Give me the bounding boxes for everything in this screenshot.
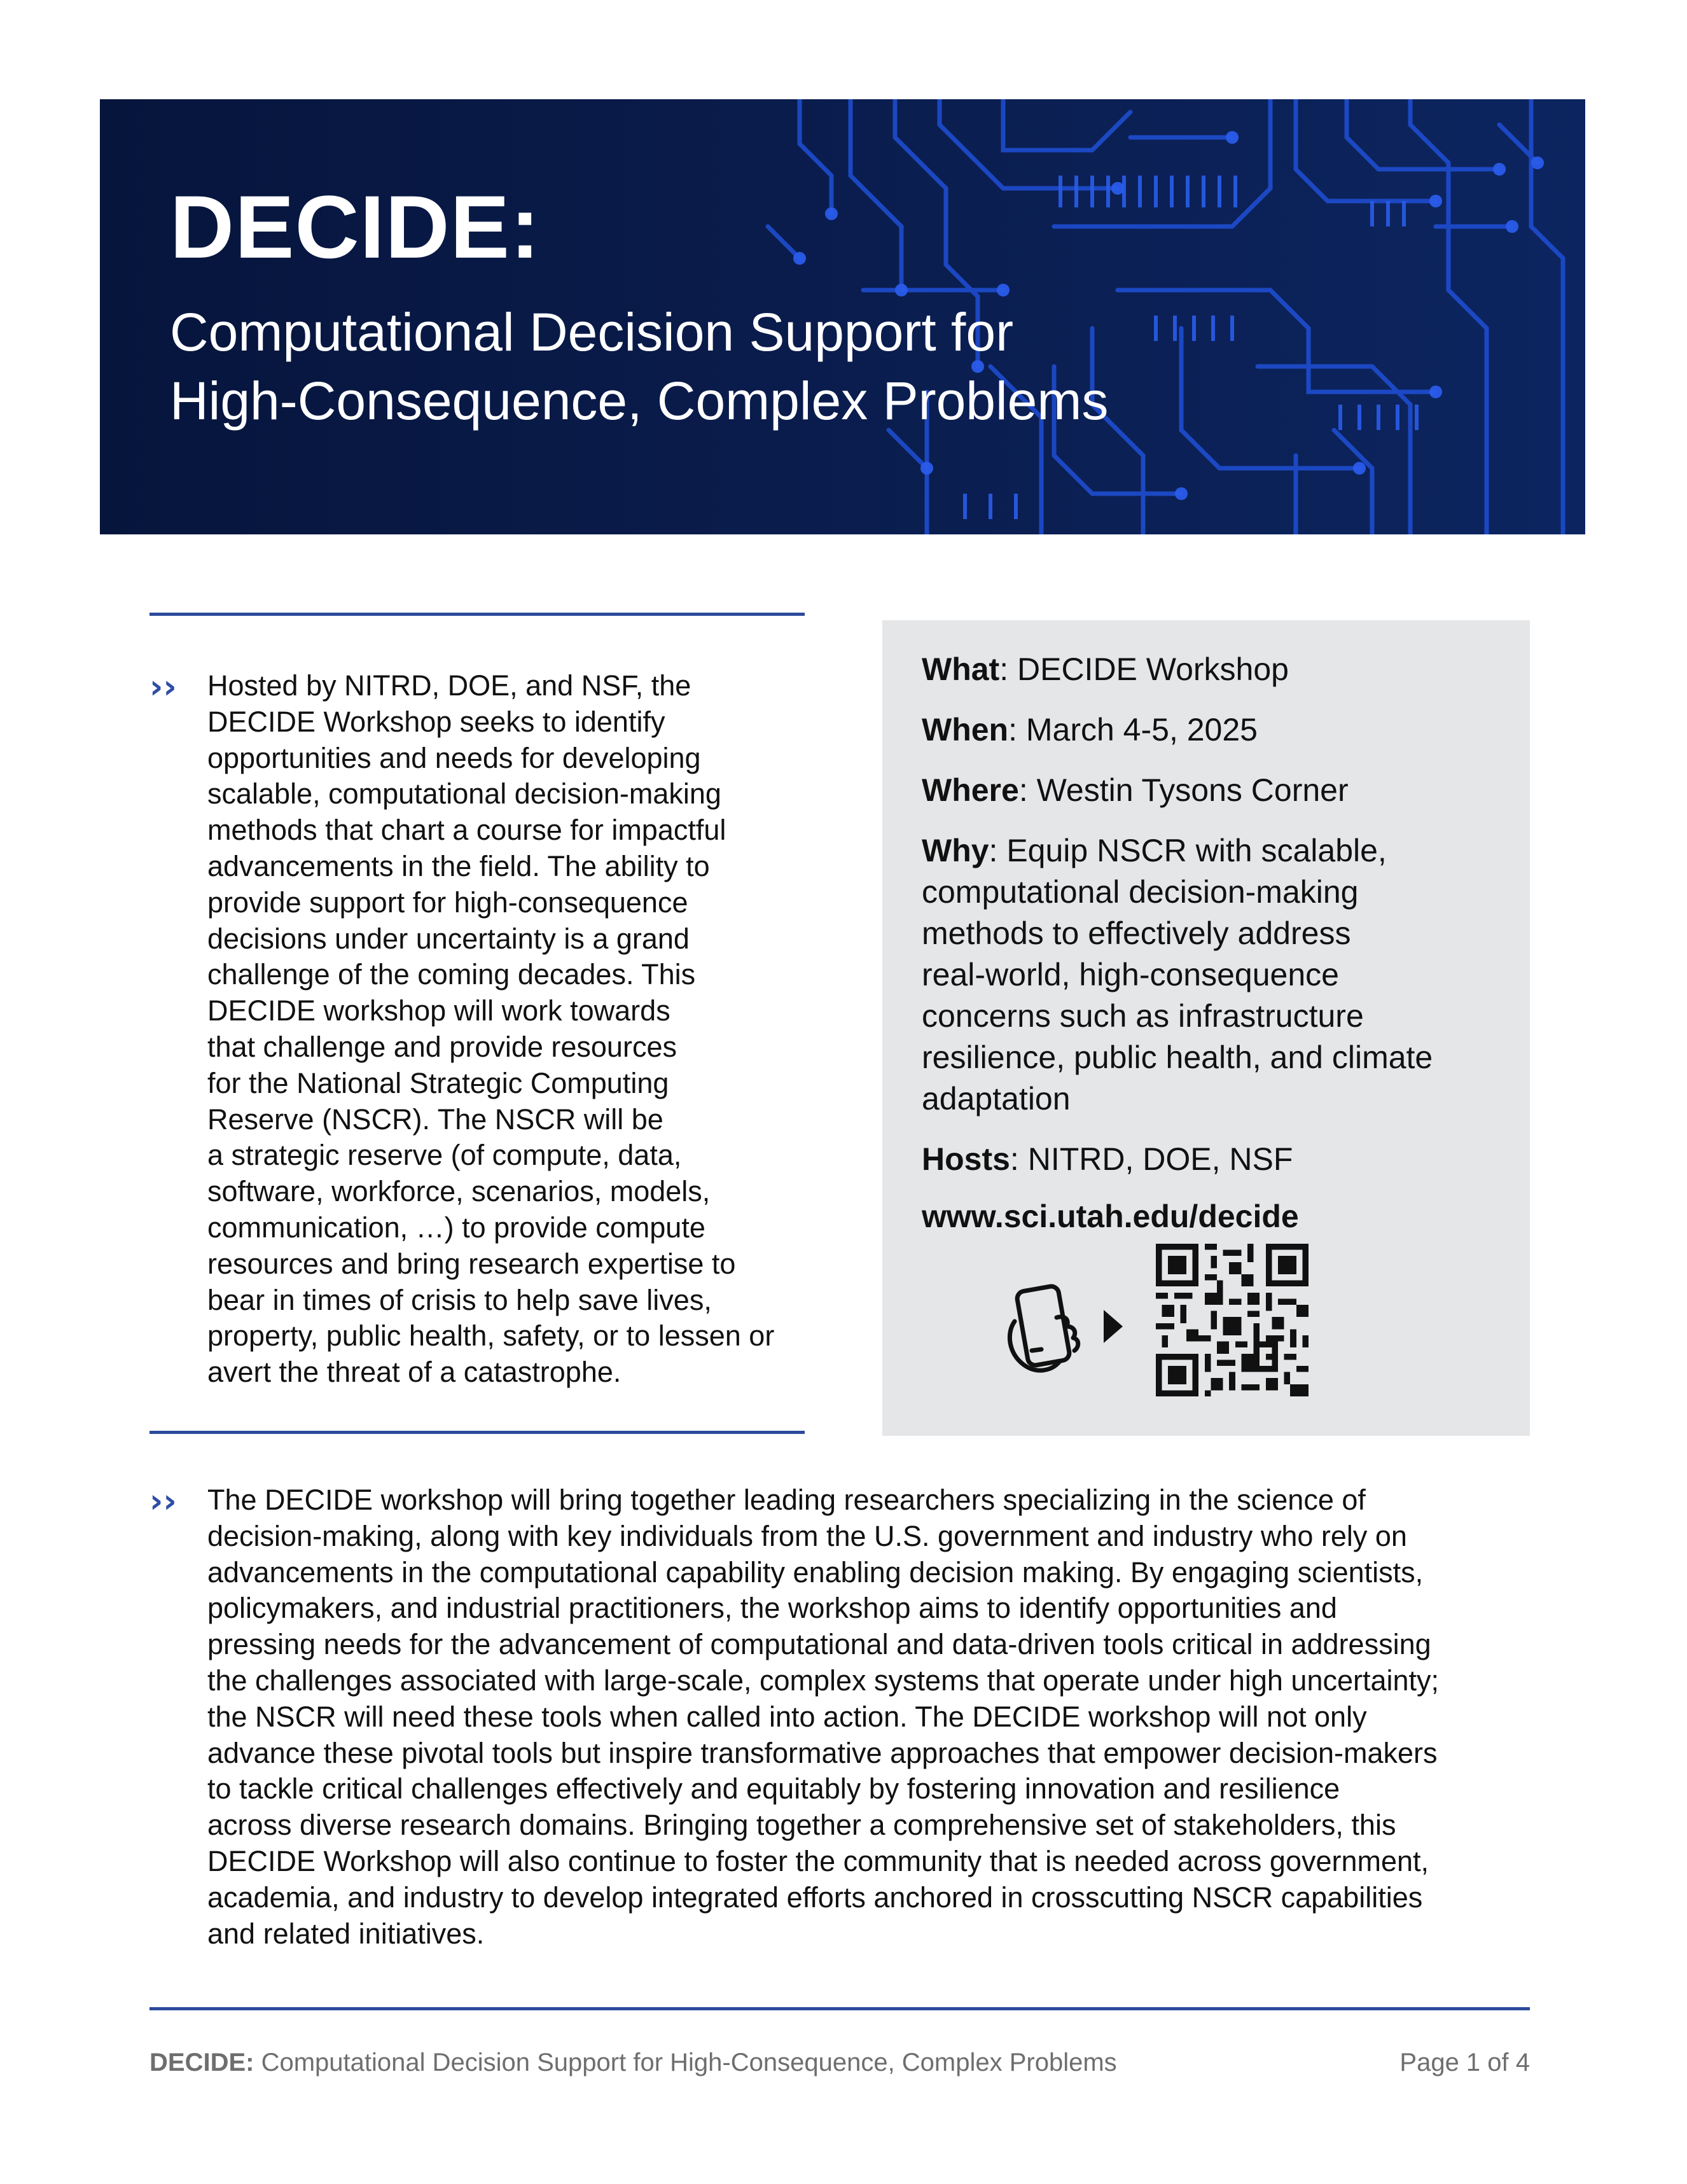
divider-bottom-left xyxy=(149,1431,805,1434)
info-where-value: : Westin Tysons Corner xyxy=(1018,772,1349,808)
intro-line: resources and bring research expertise to xyxy=(207,1247,736,1280)
intro-line: DECIDE Workshop seeks to identify xyxy=(207,705,665,738)
main-line: decision-making, along with key individuals from the U.S. government and industry who rely on xyxy=(207,1519,1407,1552)
info-what xyxy=(922,649,1513,690)
phone-icon xyxy=(1003,1282,1149,1377)
main-paragraph xyxy=(207,1482,1439,1952)
main-line: policymakers, and industrial practitioners, the workshop aims to identify opportunities and xyxy=(207,1592,1337,1625)
chevron-bullet-icon: ›› xyxy=(149,668,177,706)
intro-line: advancements in the field. The ability to xyxy=(207,849,710,882)
info-hosts-label: Hosts xyxy=(922,1141,1010,1177)
info-why-line: real-world, high-consequence xyxy=(922,957,1339,992)
main-line: the challenges associated with large-scale, complex systems that operate under high uncertainty; xyxy=(207,1664,1440,1697)
main-line: advance these pivotal tools but inspire transformative approaches that empower decision-makers xyxy=(207,1736,1438,1769)
intro-line: that challenge and provide resources xyxy=(207,1030,677,1063)
info-why-line: methods to effectively address xyxy=(922,915,1351,951)
intro-line: opportunities and needs for developing xyxy=(207,741,701,774)
banner-subtitle-line: Computational Decision Support for xyxy=(170,302,1014,362)
main-line: advancements in the computational capability enabling decision making. By engaging scientists, xyxy=(207,1555,1424,1589)
main-line: the NSCR will need these tools when called into action. The DECIDE workshop will not only xyxy=(207,1700,1367,1733)
intro-line: decisions under uncertainty is a grand xyxy=(207,922,690,955)
intro-line: provide support for high-consequence xyxy=(207,886,688,919)
info-why-label: Why xyxy=(922,833,989,868)
main-line: The DECIDE workshop will bring together leading researchers specializing in the science of xyxy=(207,1484,1366,1516)
banner-subtitle xyxy=(170,298,1108,435)
info-where xyxy=(922,770,1513,811)
info-why xyxy=(922,830,1513,1120)
main-line: pressing needs for the advancement of computational and data-driven tools critical in addressing xyxy=(207,1628,1431,1661)
chevron-bullet-icon: ›› xyxy=(149,1482,177,1520)
header-banner xyxy=(100,99,1585,534)
banner-subtitle-line: High-Consequence, Complex Problems xyxy=(170,371,1109,431)
intro-line: methods that chart a course for impactful xyxy=(207,814,726,847)
intro-line: communication, …) to provide compute xyxy=(207,1211,705,1244)
info-why-line: resilience, public health, and climate xyxy=(922,1040,1433,1075)
intro-line: scalable, computational decision-making xyxy=(207,777,721,810)
info-when xyxy=(922,709,1513,751)
info-what-value: : DECIDE Workshop xyxy=(999,651,1289,687)
intro-line: software, workforce, scenarios, models, xyxy=(207,1175,711,1208)
page-number: Page 1 of 4 xyxy=(1399,2048,1530,2076)
main-line: to tackle critical challenges effectively and equitably by fostering innovation and resilience xyxy=(207,1772,1340,1805)
info-hosts xyxy=(922,1139,1513,1180)
info-why-line: adaptation xyxy=(922,1081,1071,1116)
event-info-box xyxy=(882,620,1530,1436)
intro-line: property, public health, safety, or to lessen or xyxy=(207,1319,775,1353)
info-why-line: concerns such as infrastructure xyxy=(922,998,1364,1034)
intro-line: avert the threat of a catastrophe. xyxy=(207,1356,621,1389)
info-hosts-value: : NITRD, DOE, NSF xyxy=(1010,1141,1293,1177)
footer-title-bold: DECIDE: xyxy=(149,2048,254,2076)
intro-line: DECIDE workshop will work towards xyxy=(207,994,670,1027)
main-line: across diverse research domains. Bringing together a comprehensive set of stakeholders, this xyxy=(207,1809,1396,1842)
intro-line: for the National Strategic Computing xyxy=(207,1066,669,1099)
intro-line: Reserve (NSCR). The NSCR will be xyxy=(207,1102,663,1136)
banner-title: DECIDE: xyxy=(170,177,541,277)
info-where-label: Where xyxy=(922,772,1019,808)
info-what-label: What xyxy=(922,651,1000,687)
intro-paragraph xyxy=(207,668,774,1391)
divider-top-left xyxy=(149,613,805,616)
footer-title xyxy=(149,2048,1117,2077)
footer-title-rest: Computational Decision Support for High-Consequence, Complex Problems xyxy=(254,2048,1117,2076)
info-why-line: : Equip NSCR with scalable, xyxy=(989,833,1387,868)
intro-line: bear in times of crisis to help save lives, xyxy=(207,1283,712,1316)
intro-line: challenge of the coming decades. This xyxy=(207,958,696,991)
workshop-url-link[interactable]: www.sci.utah.edu/decide xyxy=(922,1199,1299,1234)
qr-code[interactable] xyxy=(1156,1244,1309,1396)
info-when-label: When xyxy=(922,712,1009,748)
intro-line: a strategic reserve (of compute, data, xyxy=(207,1139,682,1172)
footer-divider xyxy=(149,2007,1530,2010)
main-line: and related initiatives. xyxy=(207,1917,485,1950)
info-when-value: : March 4-5, 2025 xyxy=(1008,712,1258,748)
play-arrow-icon xyxy=(1104,1310,1123,1343)
intro-line: Hosted by NITRD, DOE, and NSF, the xyxy=(207,669,691,702)
info-why-line: computational decision-making xyxy=(922,874,1359,910)
main-line: academia, and industry to develop integrated efforts anchored in crosscutting NSCR capabilities xyxy=(207,1881,1423,1914)
main-line: DECIDE Workshop will also continue to foster the community that is needed across government, xyxy=(207,1844,1429,1877)
